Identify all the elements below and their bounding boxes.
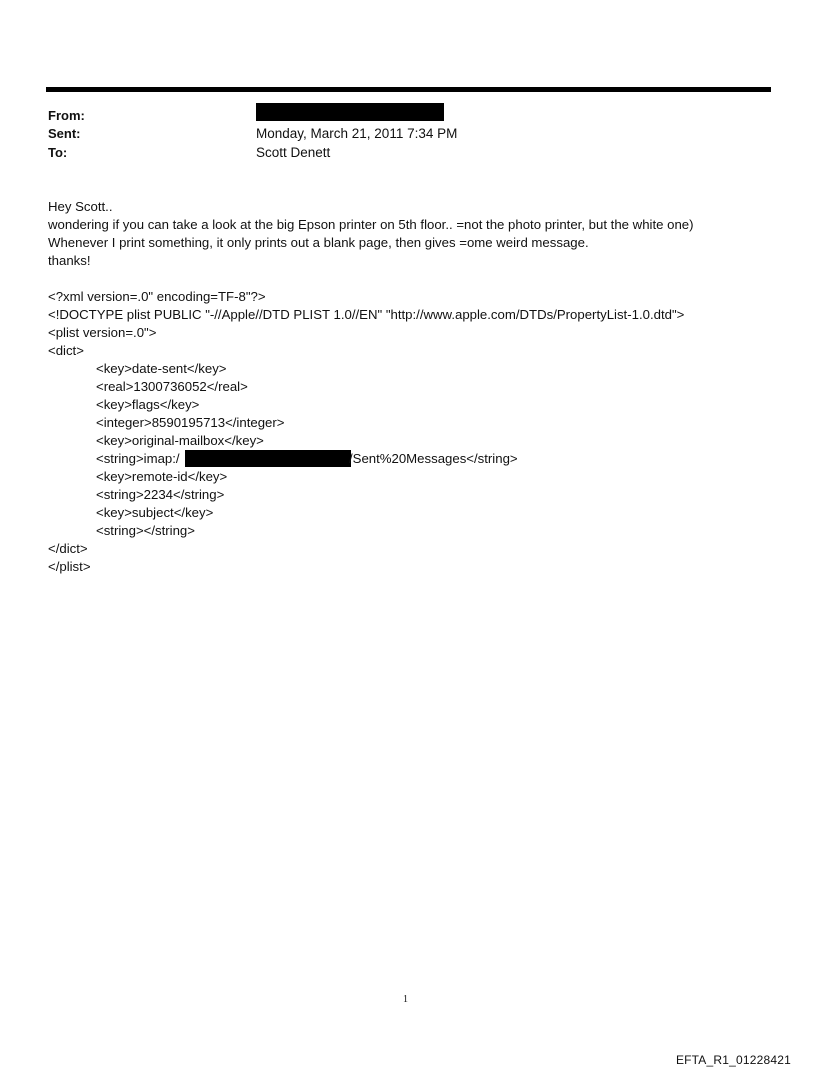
plist-key-original-mailbox: <key>original-mailbox</key> bbox=[96, 433, 264, 448]
header-divider-rule bbox=[46, 87, 771, 92]
plist-string-remote-id: <string>2234</string> bbox=[96, 487, 225, 502]
from-redaction bbox=[256, 103, 444, 121]
plist-key-date-sent: <key>date-sent</key> bbox=[96, 361, 227, 376]
plist-string-imap-prefix: <string>imap:/ bbox=[96, 451, 180, 466]
sent-value: Monday, March 21, 2011 7:34 PM bbox=[256, 126, 458, 141]
message-line-1: wondering if you can take a look at the big Epson printer on 5th floor.. =not the photo printer, but the white one) bbox=[48, 217, 694, 232]
plist-close-tag: </plist> bbox=[48, 559, 91, 574]
message-line-2: Whenever I print something, it only prints out a blank page, then gives =ome weird message. bbox=[48, 235, 589, 250]
plist-key-subject: <key>subject</key> bbox=[96, 505, 214, 520]
plist-string-imap-suffix: /Sent%20Messages</string> bbox=[349, 451, 518, 466]
plist-integer-value: <integer>8590195713</integer> bbox=[96, 415, 285, 430]
sent-label: Sent: bbox=[48, 126, 81, 141]
dict-close-tag: </dict> bbox=[48, 541, 88, 556]
plist-key-flags: <key>flags</key> bbox=[96, 397, 200, 412]
to-value: Scott Denett bbox=[256, 145, 331, 160]
message-greeting: Hey Scott.. bbox=[48, 199, 113, 214]
document-id: EFTA_R1_01228421 bbox=[675, 1053, 791, 1067]
plist-xml-declaration: <?xml version=.0" encoding=TF-8"?> bbox=[48, 289, 266, 304]
to-label: To: bbox=[48, 145, 68, 160]
plist-key-remote-id: <key>remote-id</key> bbox=[96, 469, 228, 484]
plist-real-value: <real>1300736052</real> bbox=[96, 379, 248, 394]
plist-string-subject: <string></string> bbox=[96, 523, 195, 538]
from-label: From: bbox=[48, 108, 85, 123]
plist-doctype: <!DOCTYPE plist PUBLIC "-//Apple//DTD PLIST 1.0//EN" "http://www.apple.com/DTDs/PropertyList-1.0.dtd"> bbox=[48, 307, 685, 322]
message-line-3: thanks! bbox=[48, 253, 91, 268]
dict-open-tag: <dict> bbox=[48, 343, 84, 358]
page-number: 1 bbox=[403, 994, 408, 1005]
imap-path-redaction bbox=[185, 450, 351, 467]
plist-open-tag: <plist version=.0"> bbox=[48, 325, 157, 340]
